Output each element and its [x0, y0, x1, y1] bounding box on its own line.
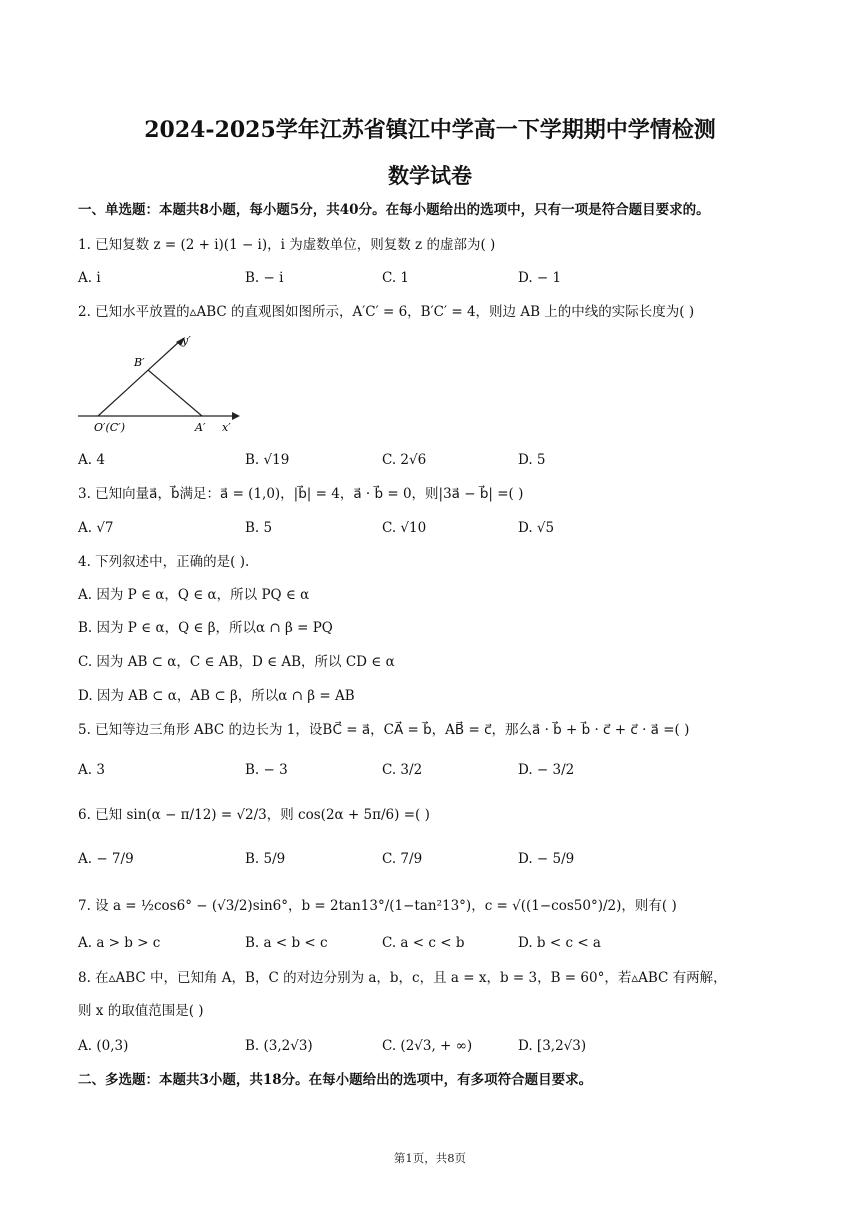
question-8-stem: 8. 在▵ABC 中，已知角 A，B，C 的对边分别为 a，b，c，且 a = x，b = 3，B = 60°，若▵ABC 有两解， [78, 970, 727, 986]
page-title: 2024-2025学年江苏省镇江中学高一下学期期中学情检测 [144, 117, 716, 143]
label-o: O′(C′) [94, 421, 126, 434]
q5-option-d: D. − 3/2 [518, 762, 575, 778]
question-2-stem: 2. 已知水平放置的▵ABC 的直观图如图所示，A′C′ = 6，B′C′ = 4，则边 AB 上的中线的实际长度为( ) [78, 304, 695, 320]
q1-option-d: D. − 1 [518, 270, 562, 286]
q6-option-c: C. 7/9 [382, 851, 423, 867]
question-5-stem: 5. 已知等边三角形 ABC 的边长为 1，设BC⃗ = a⃗，CA⃗ = b⃗，AB⃗ = c⃗，那么a⃗ · b⃗ + b⃗ · c⃗ + c⃗ · a⃗ =( ) [78, 722, 690, 738]
q6-option-d: D. − 5/9 [518, 851, 575, 867]
q5-option-a: A. 3 [78, 762, 105, 778]
question-7-stem: 7. 设 a = ½cos6° − (√3/2)sin6°，b = 2tan13°/(1−tan²13°)，c = √((1−cos50°)/2)，则有( ) [78, 898, 677, 914]
q2-option-c: C. 2√6 [382, 452, 427, 468]
page-subtitle: 数学试卷 [388, 163, 472, 188]
q5-option-c: C. 3/2 [382, 762, 423, 778]
y-axis [98, 340, 181, 416]
section-heading-2: 二、多选题：本题共3小题，共18分。在每小题给出的选项中，有多项符合题目要求。 [78, 1072, 593, 1088]
question-8-stem-cont: 则 x 的取值范围是( ) [78, 1003, 204, 1019]
q6-option-b: B. 5/9 [245, 851, 286, 867]
q3-option-d: D. √5 [518, 520, 555, 536]
q7-option-d: D. b < c < a [518, 935, 601, 951]
q4-option-a: A. 因为 P ∈ α，Q ∈ α，所以 PQ ∈ α [78, 587, 310, 603]
q1-option-a: A. i [78, 270, 101, 286]
q3-option-b: B. 5 [245, 520, 273, 536]
label-a: A′ [195, 421, 206, 434]
q8-option-a: A. (0,3) [78, 1038, 129, 1054]
q4-option-c: C. 因为 AB ⊂ α，C ∈ AB，D ∈ AB，所以 CD ∈ α [78, 654, 395, 670]
section-heading-1: 一、单选题：本题共8小题，每小题5分，共40分。在每小题给出的选项中，只有一项是符合题目要求的。 [78, 202, 710, 218]
q3-option-a: A. √7 [78, 520, 114, 536]
q8-option-c: C. (2√3, + ∞) [382, 1038, 473, 1054]
q8-option-b: B. (3,2√3) [245, 1038, 313, 1054]
page-footer: 第1页，共8页 [393, 1151, 467, 1165]
q5-option-b: B. − 3 [245, 762, 288, 778]
q2-option-b: B. √19 [245, 452, 290, 468]
oblique-projection-diagram [78, 334, 243, 434]
q2-option-a: A. 4 [78, 452, 105, 468]
q6-option-a: A. − 7/9 [78, 851, 134, 867]
q1-option-c: C. 1 [382, 270, 410, 286]
question-3-stem: 3. 已知向量a⃗，b⃗满足：a⃗ = (1,0)，|b⃗| = 4，a⃗ · b⃗ = 0，则|3a⃗ − b⃗| =( ) [78, 486, 524, 502]
q8-option-d: D. [3,2√3) [518, 1038, 587, 1054]
x-axis-arrow [232, 412, 240, 420]
q3-option-c: C. √10 [382, 520, 427, 536]
q4-option-b: B. 因为 P ∈ α，Q ∈ β，所以α ∩ β = PQ [78, 620, 333, 636]
segment-b-a [148, 370, 202, 416]
q7-option-c: C. a < c < b [382, 935, 465, 951]
label-y: y′ [182, 334, 191, 347]
question-1-stem: 1. 已知复数 z = (2 + i)(1 − i)，i 为虚数单位，则复数 z 的虚部为( ) [78, 237, 496, 253]
label-b: B′ [134, 356, 145, 369]
q7-option-b: B. a < b < c [245, 935, 328, 951]
question-6-stem: 6. 已知 sin(α − π/12) = √2/3，则 cos(2α + 5π/6) =( ) [78, 807, 430, 823]
question-4-stem: 4. 下列叙述中，正确的是( ). [78, 554, 250, 570]
q2-option-d: D. 5 [518, 452, 546, 468]
q4-option-d: D. 因为 AB ⊂ α，AB ⊂ β，所以α ∩ β = AB [78, 688, 355, 704]
label-x: x′ [222, 421, 231, 434]
q7-option-a: A. a > b > c [78, 935, 161, 951]
q1-option-b: B. − i [245, 270, 284, 286]
